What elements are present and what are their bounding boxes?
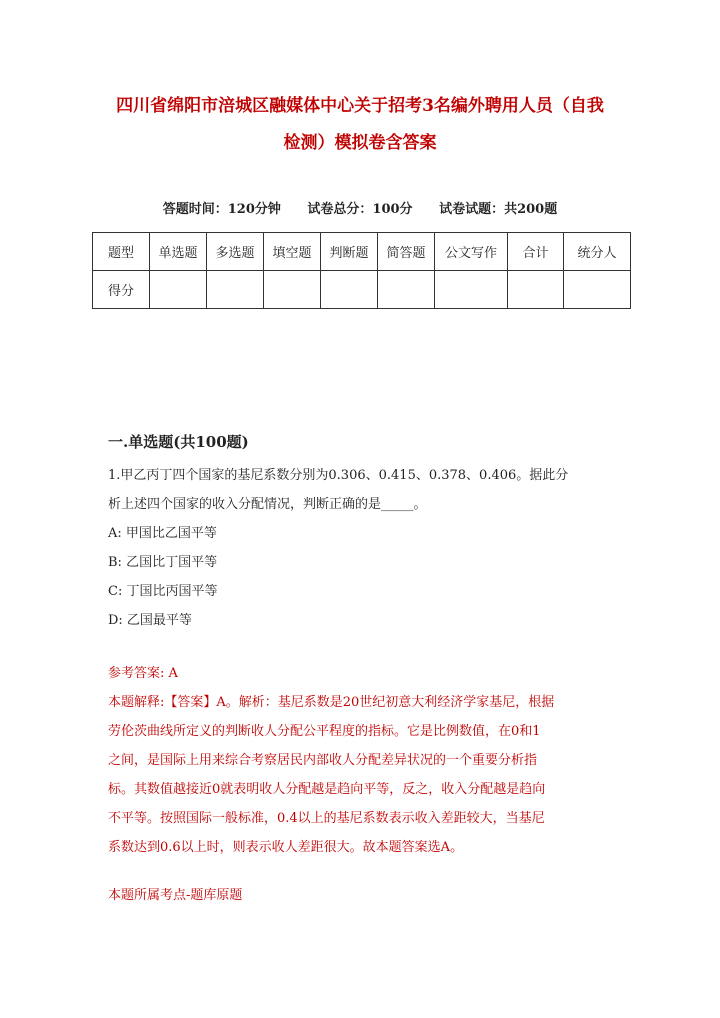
- exam-total-questions: 试卷试题：共200题: [439, 202, 558, 217]
- explanation-line: 之间，是国际上用来综合考察居民内部收人分配差异状况的一个重要分析指: [108, 753, 538, 768]
- table-header-cell: 合计: [508, 233, 564, 271]
- explanation-line: 劳伦茨曲线所定义的判断收人分配公平程度的指标。它是比例数值，在0和1: [108, 724, 541, 739]
- score-cell: [264, 271, 321, 309]
- score-cell: [150, 271, 207, 309]
- table-header-cell: 简答题: [378, 233, 435, 271]
- explanation-line: 标。其数值越接近0就表明收人分配越是趋向平等，反之，收入分配越是趋向: [108, 782, 546, 797]
- title-line-2: 检测）模拟卷含答案: [283, 133, 437, 153]
- answer-block: [108, 659, 608, 862]
- option-c: C: 丁国比丙国平等: [108, 584, 218, 599]
- question-stem-line: 1.甲乙丙丁四个国家的基尼系数分别为0.306、0.415、0.378、0.406。据此分: [108, 468, 569, 483]
- table-header-cell: 统分人: [564, 233, 631, 271]
- question-point: 本题所属考点-题库原题: [108, 888, 243, 903]
- score-cell: [435, 271, 508, 309]
- score-cell: [321, 271, 378, 309]
- option-a: A: 甲国比乙国平等: [108, 526, 217, 541]
- question-stem-line: 析上述四个国家的收入分配情况，判断正确的是_____。: [108, 497, 427, 512]
- exam-meta: [0, 200, 720, 220]
- score-row-label: 得分: [93, 271, 150, 309]
- document-title: [100, 88, 620, 162]
- section-heading: 一.单选题(共100题): [108, 433, 249, 451]
- explanation-line: 本题解释:【答案】A。解析：基尼系数是20世纪初意大利经济学家基尼，根据: [108, 695, 555, 710]
- score-table-score-row: [93, 271, 631, 309]
- reference-answer: 参考答案: A: [108, 666, 178, 681]
- title-line-1: 四川省绵阳市涪城区融媒体中心关于招考3名编外聘用人员（自我: [116, 96, 604, 116]
- exam-total-score: 试卷总分：100分: [307, 202, 413, 217]
- exam-time: 答题时间：120分钟: [162, 202, 281, 217]
- score-table: [92, 232, 631, 309]
- score-cell: [508, 271, 564, 309]
- table-header-cell: 单选题: [150, 233, 207, 271]
- table-header-cell: 填空题: [264, 233, 321, 271]
- table-header-cell: 多选题: [207, 233, 264, 271]
- table-header-cell: 题型: [93, 233, 150, 271]
- score-cell: [564, 271, 631, 309]
- table-header-cell: 判断题: [321, 233, 378, 271]
- score-cell: [378, 271, 435, 309]
- score-cell: [207, 271, 264, 309]
- question-block: [108, 461, 608, 635]
- option-d: D: 乙国最平等: [108, 613, 192, 628]
- option-b: B: 乙国比丁国平等: [108, 555, 218, 570]
- explanation-line: 系数达到0.6以上时，则表示收人差距很大。故本题答案选A。: [108, 840, 464, 855]
- score-table-header-row: [93, 233, 631, 271]
- table-header-cell: 公文写作: [435, 233, 508, 271]
- explanation-line: 不平等。按照国际一般标准，0.4以上的基尼系数表示收入差距较大，当基尼: [108, 811, 545, 826]
